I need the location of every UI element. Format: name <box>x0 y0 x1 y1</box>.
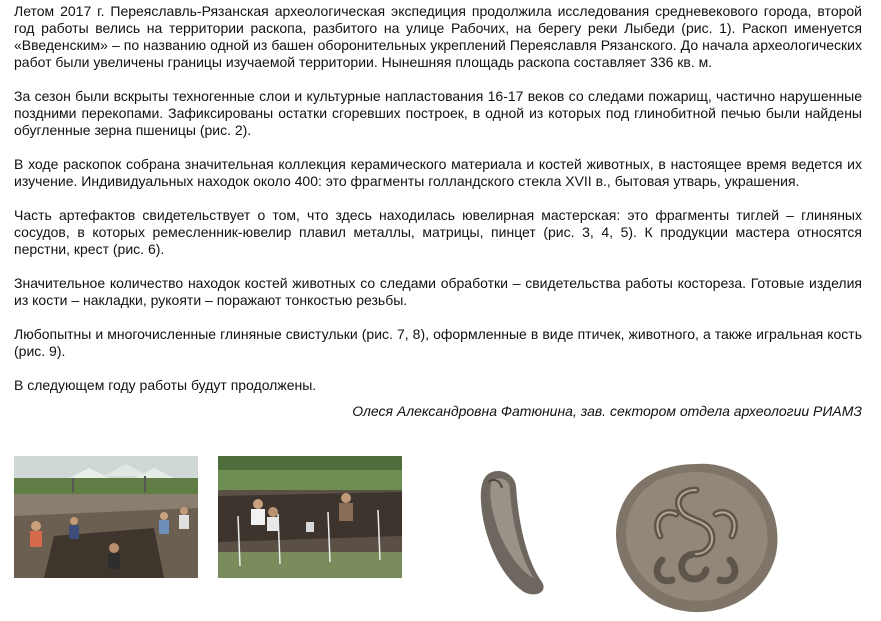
paragraph-5: Значительное количество находок костей животных со следами обработки – свидетельства работы костореза. Готовые изделия из кости – накладки, рукояти – поражают тонкостью резьбы. <box>14 275 862 308</box>
photo-gallery <box>0 450 881 621</box>
paragraph-3: В ходе раскопок собрана значительная коллекция керамического материала и костей животных, в настоящее время ведется их изучение. Индивидуальных находок около 400: это фрагменты голландского стекла XVII в., бытовая утварь, украшения. <box>14 156 862 189</box>
matrix-photo[interactable] <box>600 450 790 621</box>
paragraph-2: За сезон были вскрыты техногенные слои и культурные напластования 16-17 веков со следами пожарищ, частично нарушенные поздними перекопами. Зафиксированы остатки сгоревших построек, в одной из которых под глинобитной печью были найдены обугленные зерна пшеницы (рис. 2). <box>14 88 862 138</box>
trench-workers-photo[interactable] <box>218 456 402 578</box>
paragraph-6: Любопытны и многочисленные глиняные свистульки (рис. 7, 8), оформленные в виде птичек, животного, а также игральная кость (рис. 9). <box>14 326 862 359</box>
article-body <box>14 3 862 420</box>
paragraph-7: В следующем году работы будут продолжены. <box>14 377 317 393</box>
author-signature: Олеся Александровна Фатюнина, зав. сектором отдела археологии РИАМЗ <box>352 403 862 419</box>
crucible-fragment-photo[interactable] <box>424 450 590 621</box>
excavation-site-photo[interactable] <box>14 456 198 578</box>
paragraph-4: Часть артефактов свидетельствует о том, что здесь находилась ювелирная мастерская: это фрагменты тиглей – глиняных сосудов, в которых ремесленник-ювелир плавил металлы, матрицы, пинцет (рис. 3, 4, 5). К продукции мастера относятся перстни, крест (рис. 6). <box>14 207 862 257</box>
paragraph-1: Летом 2017 г. Переяславль-Рязанская археологическая экспедиция продолжила исследования средневекового города, второй год работы велись на территории раскопа, разбитого на улице Рабочих, на берегу реки Лыбеди (рис. 1). Раскоп именуется «Введенским» – по названию одной из башен оборонительных укреплений Переяславля Рязанского. До начала археологических работ были увеличены границы изучаемой территории. Нынешняя площадь раскопа составляет 336 кв. м. <box>14 3 862 70</box>
